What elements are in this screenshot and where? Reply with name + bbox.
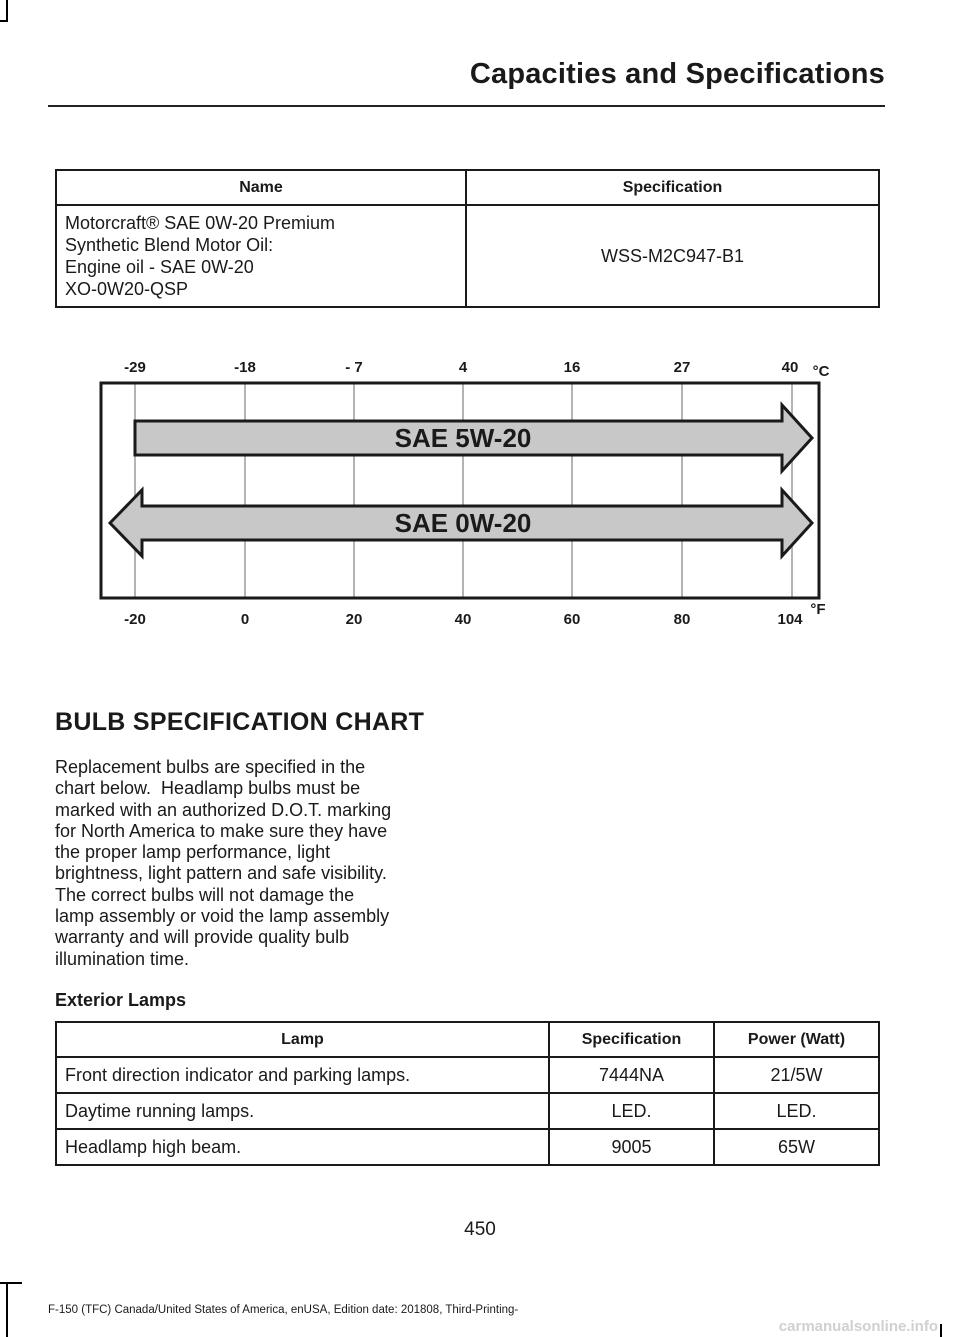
celsius-tick-label: 16 <box>563 359 581 376</box>
fahrenheit-axis <box>124 601 825 628</box>
celsius-unit-label: °C <box>812 363 830 380</box>
intro-line: Replacement bulbs are specified in the <box>55 757 366 777</box>
intro-line: illumination time. <box>55 948 190 969</box>
specification-cell: LED. <box>549 1093 714 1129</box>
chart-frame <box>101 383 819 598</box>
intro-line: brightness, light pattern and safe visibility. <box>55 863 387 884</box>
oil-name-cell <box>56 205 466 307</box>
sae-0w-20-arrow-label: SAE 0W-20 <box>394 508 532 538</box>
header-divider <box>48 105 885 107</box>
chart-grid <box>135 383 792 598</box>
fahrenheit-tick-label: 60 <box>563 611 581 628</box>
crop-mark <box>6 0 8 22</box>
fahrenheit-tick-label: 0 <box>240 611 250 628</box>
sae-5w-20-range-arrow <box>135 405 812 471</box>
oil-spec-table <box>55 169 880 308</box>
crop-mark <box>0 20 8 22</box>
power-cell: 21/5W <box>714 1057 879 1093</box>
fahrenheit-tick-label: 40 <box>454 611 472 628</box>
footer-edition-text: F-150 (TFC) Canada/United States of America, enUSA, Edition date: 201808, Third-Printing- <box>48 1304 519 1316</box>
column-header-power: Power (Watt) <box>714 1022 879 1057</box>
sae-5w-20-arrow-label: SAE 5W-20 <box>394 423 532 453</box>
oil-viscosity-temperature-chart <box>90 346 850 636</box>
section-heading: BULB SPECIFICATION CHART <box>55 708 425 736</box>
oil-name-line: Synthetic Blend Motor Oil: <box>65 235 274 255</box>
crop-mark <box>940 1324 942 1337</box>
power-cell: LED. <box>714 1093 879 1129</box>
specification-cell: 9005 <box>549 1129 714 1165</box>
fahrenheit-tick-label: 104 <box>777 611 803 628</box>
crop-mark <box>6 1282 8 1337</box>
intro-line: for North America to make sure they have <box>55 820 388 841</box>
lamp-cell: Daytime running lamps. <box>56 1093 549 1129</box>
intro-line: marked with an authorized D.O.T. marking <box>55 799 392 820</box>
fahrenheit-tick-label: 80 <box>673 611 691 628</box>
celsius-axis <box>124 359 829 380</box>
fahrenheit-unit-label: °F <box>810 601 826 618</box>
table-row <box>56 1093 879 1129</box>
column-header-name: Name <box>56 170 466 205</box>
oil-name-line: Engine oil - SAE 0W-20 <box>65 257 254 277</box>
intro-paragraph <box>55 757 455 970</box>
celsius-tick-label: 27 <box>673 359 691 376</box>
sae-0w-20-range-arrow <box>110 490 812 556</box>
oil-name-line: XO-0W20-QSP <box>65 279 189 299</box>
celsius-tick-label: -29 <box>124 359 146 376</box>
table-header-row <box>56 1022 879 1057</box>
oil-specification-cell: WSS-M2C947-B1 <box>466 205 879 307</box>
exterior-lamps-table <box>55 1021 880 1166</box>
table-row <box>56 205 879 307</box>
table-row <box>56 1129 879 1165</box>
intro-line: The correct bulbs will not damage the <box>55 884 355 905</box>
table-row <box>56 1057 879 1093</box>
specification-cell: 7444NA <box>549 1057 714 1093</box>
intro-line: the proper lamp performance, light <box>55 842 331 863</box>
page-number: 450 <box>464 1219 496 1240</box>
sub-heading: Exterior Lamps <box>55 990 187 1010</box>
column-header-specification: Specification <box>466 170 879 205</box>
celsius-tick-label: -18 <box>234 359 256 376</box>
fahrenheit-tick-label: 20 <box>345 611 363 628</box>
crop-mark <box>0 1282 22 1284</box>
column-header-specification: Specification <box>549 1022 714 1057</box>
table-header-row <box>56 170 879 205</box>
intro-line: lamp assembly or void the lamp assembly <box>55 906 390 927</box>
fahrenheit-tick-label: -20 <box>124 611 146 628</box>
celsius-tick-label: - 7 <box>345 359 363 376</box>
watermark: carmanualsonline.info <box>778 1318 938 1335</box>
intro-line: warranty and will provide quality bulb <box>55 927 350 948</box>
lamp-cell: Headlamp high beam. <box>56 1129 549 1165</box>
oil-name-line: Motorcraft® SAE 0W-20 Premium <box>65 213 335 233</box>
page-title: Capacities and Specifications <box>469 58 885 90</box>
power-cell: 65W <box>714 1129 879 1165</box>
lamp-cell: Front direction indicator and parking lamps. <box>56 1057 549 1093</box>
celsius-tick-label: 40 <box>781 359 799 376</box>
column-header-lamp: Lamp <box>56 1022 549 1057</box>
intro-line: chart below. Headlamp bulbs must be <box>55 778 361 799</box>
celsius-tick-label: 4 <box>458 359 468 376</box>
